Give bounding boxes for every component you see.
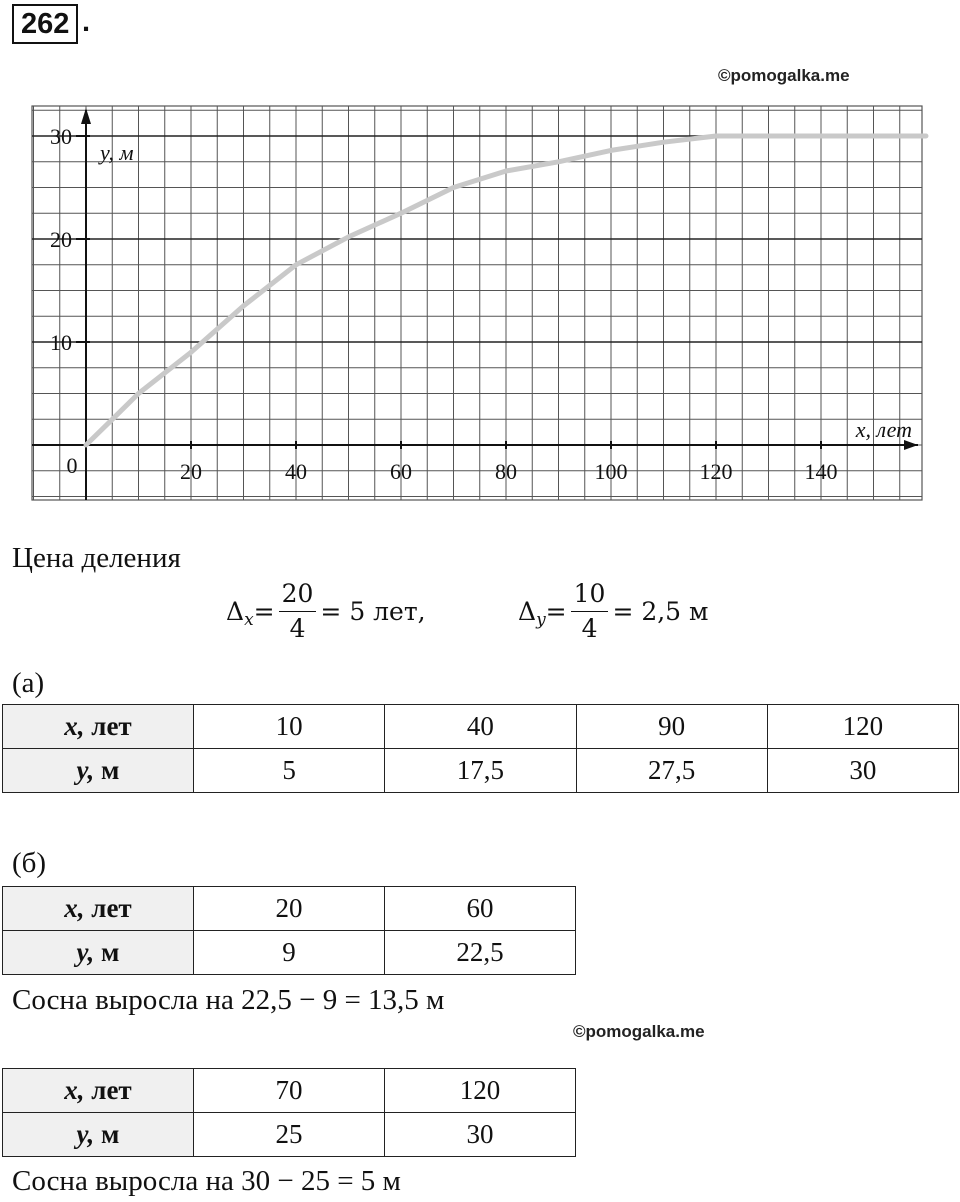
table-cell: 90 [576,705,767,749]
fraction-numerator: 10 [571,579,609,612]
y-tick-label: 30 [50,124,72,149]
table-cell: 40 [385,705,576,749]
table-row-y [3,1113,576,1157]
table-cell: 30 [767,749,958,793]
row-header-x: x, лет [3,705,194,749]
table-cell: 9 [194,931,385,975]
delta-symbol: Δ [518,597,537,626]
part-b-table-1 [2,886,576,975]
table-row-x [3,887,576,931]
x-tick-label: 100 [594,459,628,484]
part-b-label: (б) [12,847,47,879]
delta-subscript-x: x [244,609,254,630]
fraction-denominator: 4 [581,614,598,643]
problem-number: 262 [12,4,78,44]
table-cell: 27,5 [576,749,767,793]
part-a-label: (а) [12,667,45,699]
x-axis-label: x, лет [855,417,912,442]
x-tick-label: 120 [699,459,733,484]
grid [32,106,922,500]
table-row-x [3,705,959,749]
x-tick-label: 40 [285,459,307,484]
table-cell: 25 [194,1113,385,1157]
tree-growth-graph [0,92,940,510]
table-cell: 10 [194,705,385,749]
table-cell: 22,5 [385,931,576,975]
part-a-table [2,704,959,793]
table-row-y [3,931,576,975]
table-cell: 120 [767,705,958,749]
x-tick-label: 60 [390,459,412,484]
table-cell: 5 [194,749,385,793]
y-axis-label: y, м [100,140,134,165]
delta-subscript-y: y [536,609,546,630]
x-tick-label: 80 [495,459,517,484]
watermark-top: ©pomogalka.me [718,66,850,85]
division-caption: Цена деления [12,542,181,574]
row-header-y: y, м [3,1113,194,1157]
growth-result-2: Сосна выросла на 30 − 25 = 5 м [12,1165,401,1197]
table-cell: 30 [385,1113,576,1157]
problem-number-dot: . [82,6,91,38]
equals-sign: = [545,597,567,626]
fraction-denominator: 4 [289,614,306,643]
grid-frame [32,106,922,500]
row-header-x: x, лет [3,887,194,931]
delta-symbol: Δ [226,597,245,626]
table-cell: 120 [385,1069,576,1113]
table-cell: 70 [194,1069,385,1113]
equals-sign: = [253,597,275,626]
division-result-y: = 2,5 м [612,597,709,626]
origin-label: 0 [66,453,78,478]
table-cell: 17,5 [385,749,576,793]
division-formula-y [518,579,708,644]
x-tick-label: 140 [804,459,838,484]
table-cell: 60 [385,887,576,931]
table-row-y [3,749,959,793]
row-header-x: x, лет [3,1069,194,1113]
y-tick-label: 10 [50,330,72,355]
table-row-x [3,1069,576,1113]
row-header-y: y, м [3,749,194,793]
fraction-y [571,579,609,644]
x-tick-label: 20 [180,459,202,484]
table-cell: 20 [194,887,385,931]
watermark-bottom: ©pomogalka.me [573,1022,705,1041]
growth-result-1: Сосна выросла на 22,5 − 9 = 13,5 м [12,984,445,1016]
fraction-x [279,579,317,644]
division-formula-x [226,579,426,644]
row-header-y: y, м [3,931,194,975]
fraction-numerator: 20 [279,579,317,612]
part-b-table-2 [2,1068,576,1157]
division-result-x: = 5 лет, [320,597,426,626]
y-tick-label: 20 [50,227,72,252]
